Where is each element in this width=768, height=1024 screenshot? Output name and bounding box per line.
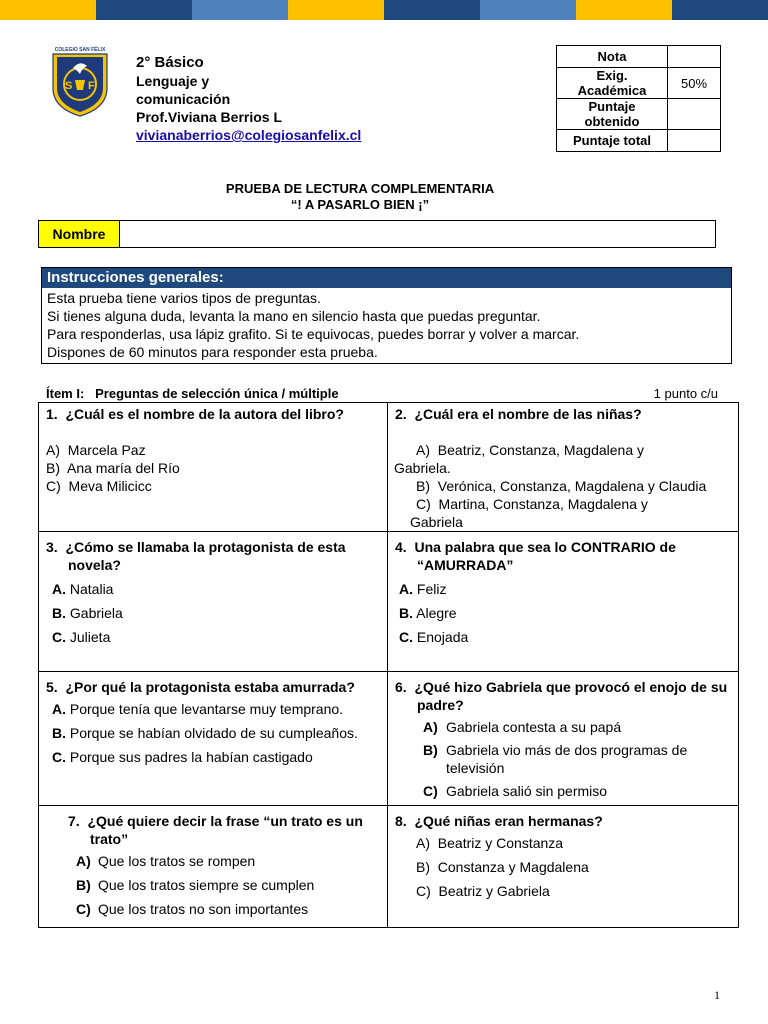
bar-segment <box>384 0 480 20</box>
option-c[interactable]: C. Porque sus padres la habían castigado <box>52 749 313 765</box>
name-field-box <box>38 220 716 248</box>
bar-segment <box>96 0 192 20</box>
question-text: 3. ¿Cómo se llamaba la protagonista de esta novela? <box>46 539 346 573</box>
subject-line-1: Lenguaje y <box>136 73 210 89</box>
svg-text:F: F <box>88 80 95 92</box>
test-title: PRUEBA DE LECTURA COMPLEMENTARIA <box>225 181 495 196</box>
option-a[interactable]: A) Que los tratos se rompen <box>76 853 256 869</box>
svg-text:COLEGIO SAN FÉLIX: COLEGIO SAN FÉLIX <box>54 47 106 53</box>
option-b[interactable]: B. Alegre <box>399 605 457 621</box>
question-row <box>39 403 739 532</box>
bar-segment <box>0 0 96 20</box>
option-a-cont: Gabriela. <box>394 460 451 476</box>
question-row <box>39 672 739 806</box>
page-number: 1 <box>714 988 720 1002</box>
name-label: Nombre <box>39 221 120 247</box>
question-text: 4. Una palabra que sea lo CONTRARIO de “AMURRADA” <box>395 539 676 573</box>
option-c[interactable]: C) Meva Milicicc <box>46 478 152 494</box>
question-2 <box>388 403 739 532</box>
option-c[interactable]: C) Que los tratos no son importantes <box>76 901 309 917</box>
item-points: 1 punto c/u <box>653 386 718 401</box>
bar-segment <box>288 0 384 20</box>
instruction-line: Dispones de 60 minutos para responder esta prueba. <box>47 344 378 360</box>
grades-label: Nota <box>557 46 668 68</box>
option-b[interactable]: B) Que los tratos siempre se cumplen <box>76 877 315 893</box>
option-b[interactable]: B. Porque se habían olvidado de su cumpleaños. <box>52 725 358 741</box>
grades-row <box>557 68 721 99</box>
school-logo <box>49 44 111 118</box>
grades-row <box>557 99 721 130</box>
grades-value <box>668 130 721 152</box>
header-info <box>136 54 361 144</box>
option-a[interactable]: A. Natalia <box>52 581 114 597</box>
grades-table <box>556 45 721 152</box>
grades-row <box>557 130 721 152</box>
option-c[interactable]: C. Enojada <box>399 629 469 645</box>
question-8 <box>388 806 739 928</box>
test-subtitle: “! A PASARLO BIEN ¡” <box>290 197 430 212</box>
option-c-cont: Gabriela <box>410 514 463 530</box>
question-7 <box>39 806 388 928</box>
instructions-box <box>41 267 732 364</box>
question-1 <box>39 403 388 532</box>
question-row <box>39 532 739 672</box>
option-a[interactable]: A. Porque tenía que levantarse muy temprano. <box>52 701 344 717</box>
instructions-heading: Instrucciones generales: <box>42 268 731 288</box>
question-4 <box>388 532 739 672</box>
questions-table <box>38 402 739 928</box>
item-title: Ítem I: Preguntas de selección única / múltiple <box>46 386 339 401</box>
option-b[interactable]: B) Verónica, Constanza, Magdalena y Claudia <box>416 478 707 494</box>
question-text: 6. ¿Qué hizo Gabriela que provocó el enojo de su padre? <box>395 679 728 713</box>
bar-segment <box>480 0 576 20</box>
option-b[interactable]: B) Constanza y Magdalena <box>416 859 589 875</box>
question-5 <box>39 672 388 806</box>
option-b[interactable]: B) Gabriela vio más de dos programas de televisión <box>423 742 688 776</box>
option-c[interactable]: C) Gabriela salió sin permiso <box>423 783 608 799</box>
bar-segment <box>672 0 768 20</box>
option-c[interactable]: C. Julieta <box>52 629 111 645</box>
bar-segment <box>576 0 672 20</box>
option-a[interactable]: A. Feliz <box>399 581 447 597</box>
option-a[interactable]: A) Beatriz y Constanza <box>416 835 564 851</box>
question-text: 8. ¿Qué niñas eran hermanas? <box>395 813 603 829</box>
option-b[interactable]: B. Gabriela <box>52 605 123 621</box>
grades-label: Puntaje total <box>557 130 668 152</box>
option-a[interactable]: A) Marcela Paz <box>46 442 146 458</box>
grades-label: Puntaje obtenido <box>557 99 668 130</box>
option-b[interactable]: B) Ana maría del Río <box>46 460 180 476</box>
question-row <box>39 806 739 928</box>
grades-value: 50% <box>668 68 721 99</box>
option-a[interactable]: A) Gabriela contesta a su papá <box>423 719 622 735</box>
top-color-bar <box>0 0 768 20</box>
svg-text:S: S <box>65 80 73 92</box>
instruction-line: Si tienes alguna duda, levanta la mano en silencio hasta que puedas preguntar. <box>47 308 541 324</box>
question-3 <box>39 532 388 672</box>
subject-line-2: comunicación <box>136 91 231 107</box>
instruction-line: Para responderlas, usa lápiz grafito. Si te equivocas, puedes borrar y volver a marcar. <box>47 326 580 342</box>
instruction-line: Esta prueba tiene varios tipos de preguntas. <box>47 290 321 306</box>
teacher-name: Prof.Viviana Berrios L <box>136 109 283 125</box>
option-c[interactable]: C) Martina, Constanza, Magdalena y <box>416 496 648 512</box>
option-a[interactable]: A) Beatriz, Constanza, Magdalena y <box>416 442 645 458</box>
question-text: 2. ¿Cuál era el nombre de las niñas? <box>395 406 642 422</box>
instructions-body <box>42 288 731 363</box>
item-heading <box>46 386 718 401</box>
grade-label: 2° Básico <box>136 54 204 71</box>
bar-segment <box>192 0 288 20</box>
option-c[interactable]: C) Beatriz y Gabriela <box>416 883 550 899</box>
question-6 <box>388 672 739 806</box>
question-text: 5. ¿Por qué la protagonista estaba amurrada? <box>46 679 355 695</box>
grades-label: Exig. Académica <box>557 68 668 99</box>
grades-value <box>668 99 721 130</box>
question-text: 1. ¿Cuál es el nombre de la autora del libro? <box>46 406 344 422</box>
name-input-area[interactable] <box>120 221 715 247</box>
grades-value <box>668 46 721 68</box>
question-text: 7. ¿Qué quiere decir la frase “un trato es un trato” <box>68 813 363 847</box>
grades-row <box>557 46 721 68</box>
teacher-email-link[interactable]: vivianaberrios@colegiosanfelix.cl <box>136 127 362 143</box>
